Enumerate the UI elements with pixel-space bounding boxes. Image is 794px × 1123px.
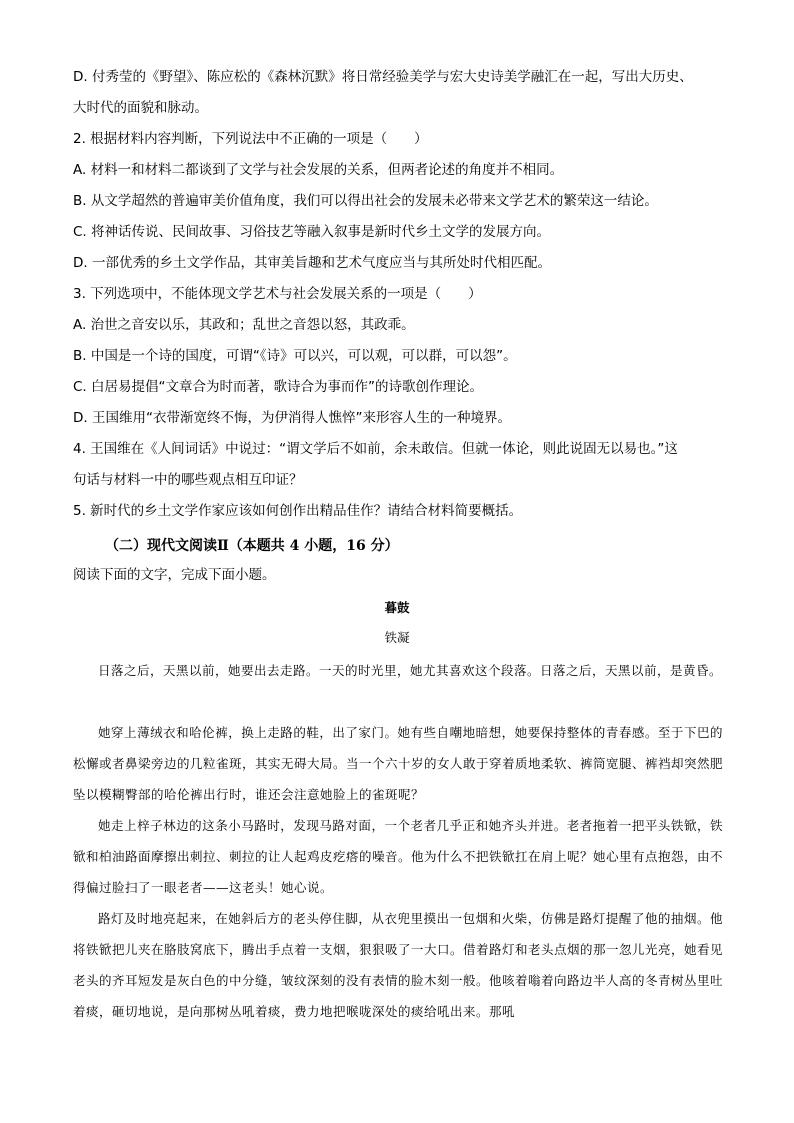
question-2-option-c: C. 将神话传说、民间故事、习俗技艺等融入叙事是新时代乡土文学的发展方向。 xyxy=(73,224,551,240)
story-title: 暮鼓 xyxy=(384,600,410,615)
question-2-option-d: D. 一部优秀的乡土文学作品，其审美旨趣和艺术气度应当与其所处时代相匹配。 xyxy=(73,255,551,271)
question-2-option-b: B. 从文学超然的普遍审美价值角度，我们可以得出社会的发展未必带来文学艺术的繁荣这一结论。 xyxy=(73,193,658,209)
question-4-line2: 句话与材料一中的哪些观点相互印证？ xyxy=(73,472,303,488)
question-3-option-c: C. 白居易提倡“文章合为时而著，歌诗合为事而作”的诗歌创作理论。 xyxy=(73,379,483,395)
story-paragraph: 路灯及时地亮起来，在她斜后方的老头停住脚，从衣兜里摸出一包烟和火柴，仿佛是路灯提醒了他的抽烟。他将铁锨把儿夹在胳肢窝底下，腾出手点着一支烟，狠狠吸了一大口。借着路灯和老头点烟的那一忽儿光亮，她看见老头的齐耳短发是灰白色的中分缝，皱纹深刻的没有表情的脸木刻一般。他咳着嗡着向路边半人高的冬青树丛里吐着痰，砸切地说，是向那树丛吼着痰，费力地把喉咙深处的痰给吼出来。那吼 xyxy=(73,911,724,1019)
story-paragraph: 她穿上薄绒衣和哈伦裤，换上走路的鞋，出了家门。她有些自嘲地暗想，她要保持整体的青春感。至于下巴的松懈或者鼻梁旁边的几粒雀斑，其实无碍大局。当一个六十岁的女人敢于穿着质地柔软、裤筒宽腿、裤裆却突然肥坠以模糊臀部的哈伦裤出行时，谁还会注意她脸上的雀斑呢？ xyxy=(73,725,724,802)
story-paragraph: 她走上梓子林边的这条小马路时，发现马路对面，一个老者几乎正和她齐头并进。老者拖着一把平头铁锨，铁锨和柏油路面摩擦出刺拉、刺拉的让人起鸡皮疙瘩的噪音。他为什么不把铁锨扛在肩上呢？她心里有点抱怨，由不得偏过脸扫了一眼老者——这老头！她心说。 xyxy=(73,818,724,895)
question-4-line1: 4. 王国维在《人间词话》中说过：“谓文学后不如前，余未敢信。但就一体论，则此说固无以易也。”这 xyxy=(73,441,678,457)
reading-instruction: 阅读下面的文字，完成下面小题。 xyxy=(73,567,276,583)
option-1d-line2: 大时代的面貌和脉动。 xyxy=(73,100,208,116)
story-author: 铁凝 xyxy=(384,630,410,645)
section-heading: （二）现代文阅读Ⅱ（本题共 4 小题，16 分） xyxy=(105,538,399,554)
question-3: 3. 下列选项中，不能体现文学艺术与社会发展关系的一项是（ ） xyxy=(73,286,482,302)
question-2-option-a: A. 材料一和材料二都谈到了文学与社会发展的关系，但两者论述的角度并不相同。 xyxy=(73,162,564,178)
option-1d-line1: D. 付秀莹的《野望》、陈应松的《森林沉默》将日常经验美学与宏大史诗美学融汇在一起，写出大历史、 xyxy=(73,69,693,85)
question-3-option-a: A. 治世之音安以乐，其政和；乱世之音怨以怒，其政乖。 xyxy=(73,317,415,333)
question-2: 2. 根据材料内容判断，下列说法中不正确的一项是（ ） xyxy=(73,131,428,147)
question-3-option-d: D. 王国维用“衣带渐宽终不悔，为伊消得人憔悴”来形容人生的一种境界。 xyxy=(73,410,511,426)
question-3-option-b: B. 中国是一个诗的国度，可谓“《诗》可以兴，可以观，可以群，可以怨”。 xyxy=(73,348,517,364)
story-paragraph: 日落之后，天黑以前，她要出去走路。一天的时光里，她尤其喜欢这个段落。日落之后，天黑以前，是黄昏。 xyxy=(98,663,723,678)
question-5: 5. 新时代的乡土文学作家应该如何创作出精品佳作？请结合材料简要概括。 xyxy=(73,503,523,519)
